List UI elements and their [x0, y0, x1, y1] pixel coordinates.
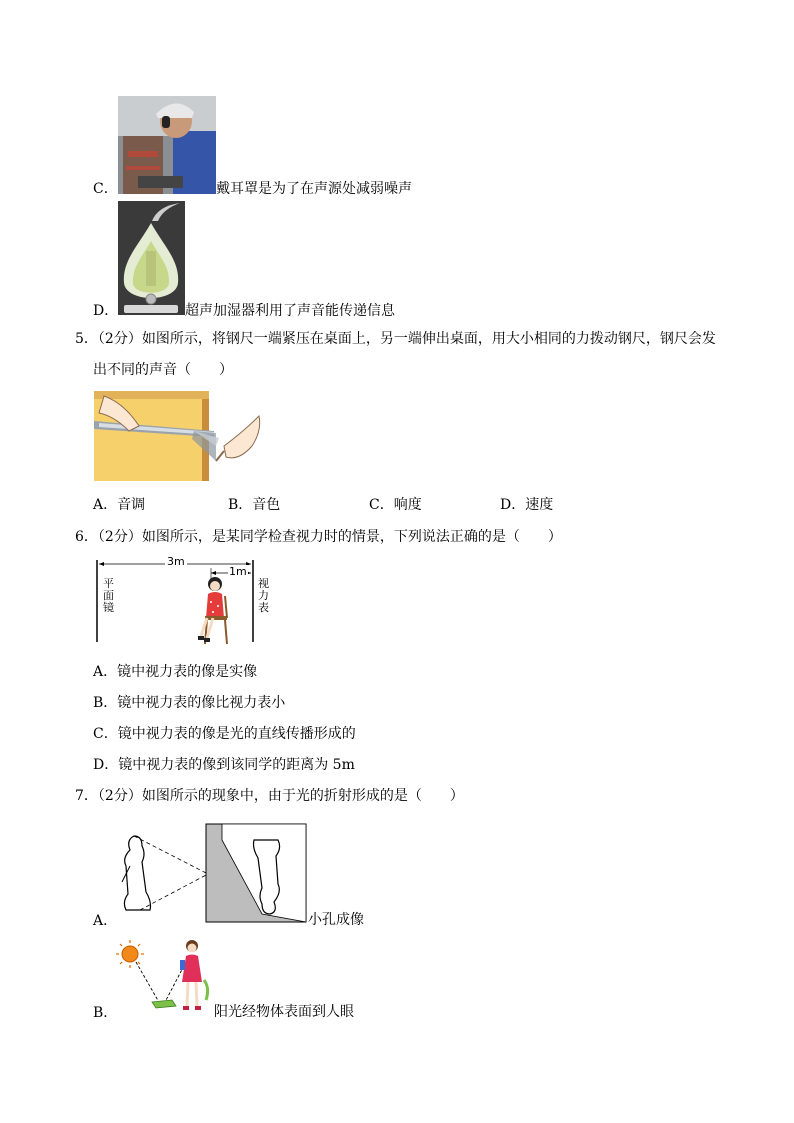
option-text: 镜中视力表的像是实像: [117, 664, 258, 680]
option-letter: C．: [369, 497, 394, 513]
mirror-label: 平 面 镜: [103, 577, 114, 614]
option-letter: C．: [93, 726, 118, 742]
question-number: 7．: [75, 788, 98, 804]
option-letter: B．: [93, 1005, 118, 1021]
q7-option-b: [93, 1003, 117, 1023]
option-letter: D．: [500, 497, 526, 513]
q7-option-b-text: 阳光经物体表面到人眼: [214, 1004, 354, 1020]
q5-option-c: [369, 495, 422, 515]
option-text: 响度: [393, 497, 422, 513]
q6-option-b: [93, 693, 285, 713]
question-score: （2分）: [97, 788, 142, 804]
question-stem: 如图所示，将钢尺一端紧压在桌面上，另一端伸出桌面，用大小相同的力拨动钢尺，钢尺会发: [141, 331, 716, 347]
q4-option-c: [93, 179, 118, 199]
q4-option-d: [93, 301, 118, 321]
q6-option-c: [93, 724, 356, 744]
option-letter: C．: [93, 181, 118, 197]
option-letter: D．: [93, 757, 119, 773]
option-letter: B．: [93, 695, 118, 711]
sunlight-reflection-figure: [116, 936, 214, 1014]
option-letter: D．: [93, 303, 119, 319]
distance-short-label: 1m: [229, 565, 247, 578]
q6-option-a: [93, 662, 257, 682]
q5-option-d: [500, 495, 553, 515]
q4-option-d-text: 超声加湿器利用了声音能传递信息: [185, 303, 395, 319]
q5-option-b: [228, 495, 280, 515]
q6-option-d: [93, 755, 355, 775]
vision-test-figure: [95, 556, 275, 646]
q7-stem: [75, 786, 464, 806]
q4-option-c-text: 戴耳罩是为了在声源处减弱噪声: [216, 181, 412, 197]
question-number: 5．: [75, 331, 98, 347]
q5-stem-line2: 出不同的声音（ ）: [93, 362, 233, 378]
option-text: 音色: [252, 497, 281, 513]
question-stem: 如图所示的现象中，由于光的折射形成的是（ ）: [141, 788, 464, 804]
question-score: （2分）: [97, 529, 142, 545]
option-text: 镜中视力表的像是光的直线传播形成的: [117, 726, 356, 742]
distance-total-label: 3m: [167, 555, 185, 568]
q7-option-a-text: 小孔成像: [308, 912, 364, 928]
option-letter: A．: [93, 664, 118, 680]
option-text: 镜中视力表的像比视力表小: [117, 695, 286, 711]
pinhole-image-figure: [112, 822, 308, 926]
question-score: （2分）: [97, 331, 142, 347]
chart-label: 视 力 表: [258, 577, 269, 614]
option-letter: A．: [93, 497, 118, 513]
q5-stem-line1: [75, 329, 716, 349]
humidifier-image: [118, 201, 185, 315]
steel-ruler-figure: [94, 391, 264, 481]
q6-stem: [75, 527, 562, 547]
question-stem: 如图所示，是某同学检查视力时的情景，下列说法正确的是（ ）: [141, 529, 562, 545]
option-letter: A．: [93, 913, 118, 929]
question-number: 6．: [75, 529, 98, 545]
q7-option-a: [93, 911, 117, 931]
option-text: 音调: [117, 497, 146, 513]
q5-option-a: [93, 495, 145, 515]
worker-earmuffs-image: [118, 96, 216, 194]
option-text: 镜中视力表的像到该同学的距离为 5m: [118, 757, 355, 773]
option-letter: B．: [228, 497, 253, 513]
option-text: 速度: [525, 497, 554, 513]
